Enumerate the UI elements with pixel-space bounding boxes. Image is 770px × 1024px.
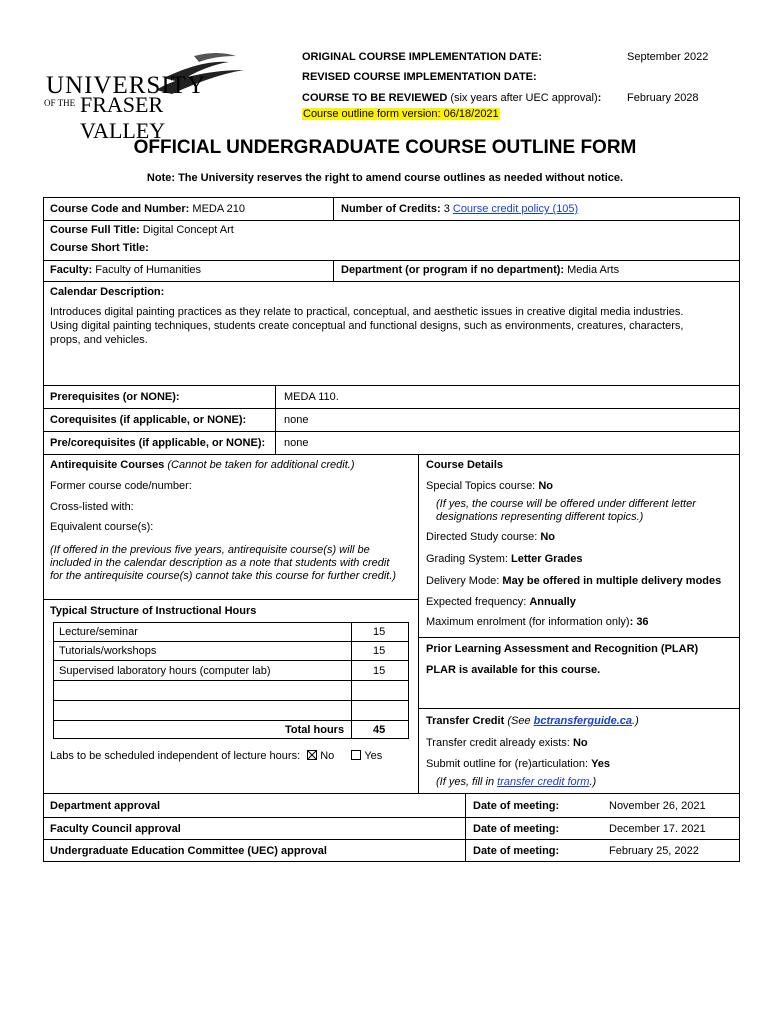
department-field: [341, 264, 619, 276]
labs-yes-label: Yes: [364, 750, 383, 762]
hours-row-label: Tutorials/workshops: [59, 645, 157, 657]
approval-label-text: Undergraduate Education Committee (UEC) approval: [50, 845, 327, 857]
approval-meeting-label: [473, 800, 559, 812]
approval-label: [50, 800, 160, 812]
transfer-credit-form-link[interactable]: transfer credit form: [497, 776, 590, 788]
total-hours-value: [373, 724, 385, 736]
full-title-label: Course Full Title:: [50, 224, 140, 236]
coreq-label: [50, 414, 246, 426]
approval-meeting-label: [473, 845, 559, 857]
coreq-label-text: Corequisites (if applicable, or NONE):: [50, 414, 247, 426]
hours-table: [53, 622, 409, 739]
full-title-field: [50, 224, 234, 236]
transfer-exists-label: Transfer credit already exists:: [426, 737, 570, 749]
approval-label: [50, 823, 181, 835]
short-title-label: Course Short Title:: [50, 242, 149, 254]
transfer-note-pre: (If yes, fill in: [436, 776, 495, 788]
checked-x-icon: [307, 750, 317, 760]
approval-date: February 25, 2022: [609, 845, 699, 857]
approval-meeting-label: [473, 823, 559, 835]
total-hours-value-text: 45: [373, 724, 386, 736]
labs-no-label: No: [320, 750, 335, 762]
max-enrolment-field: [426, 616, 649, 628]
antireq-heading: [50, 459, 354, 471]
transfer-see-text: (See: [507, 715, 531, 727]
hours-row-label: Supervised laboratory hours (computer lab): [59, 665, 271, 677]
bctransferguide-link[interactable]: bctransferguide.ca: [533, 715, 633, 727]
precoreq-label-text: Pre/corequisites (if applicable, or NONE):: [50, 437, 266, 449]
special-note-2: designations representing different topics.): [436, 511, 644, 523]
transfer-exists-field: [426, 737, 588, 749]
prereq-value: MEDA 110.: [284, 391, 339, 403]
course-code-value: MEDA 210: [192, 203, 246, 215]
form-version: Course outline form version: 06/18/2021: [303, 108, 499, 120]
hours-heading-text: Typical Structure of Instructional Hours: [50, 605, 257, 617]
full-title-value: Digital Concept Art: [142, 224, 234, 236]
hours-heading: [50, 605, 256, 617]
calendar-line-3: props, and vehicles.: [50, 334, 148, 346]
approval-label-text: Faculty Council approval: [50, 823, 181, 835]
calendar-label-text: Calendar Description:: [50, 286, 165, 298]
frequency-field: [426, 596, 576, 608]
antireq-heading-text: Antirequisite Courses: [50, 459, 165, 471]
approval-date: November 26, 2021: [609, 800, 706, 812]
delivery-label: Delivery Mode:: [426, 575, 500, 587]
submit-outline-value: Yes: [591, 758, 611, 770]
submit-outline-label: Submit outline for (re)articulation:: [426, 758, 589, 770]
cross-listed-label: Cross-listed with:: [50, 501, 134, 513]
total-hours-label: [285, 724, 344, 736]
max-enrolment-value: 36: [636, 616, 649, 628]
credits-label: Number of Credits:: [341, 203, 441, 215]
transfer-exists-value: No: [572, 737, 588, 749]
approval-meeting-text: Date of meeting:: [473, 845, 560, 857]
frequency-label: Expected frequency:: [426, 596, 527, 608]
special-topics-value: No: [538, 480, 553, 492]
plar-heading-text: Prior Learning Assessment and Recognition (PLAR): [426, 643, 699, 655]
coreq-value: none: [284, 414, 309, 426]
university-logo: [44, 50, 244, 143]
delivery-value: May be offered in multiple delivery modes: [502, 575, 722, 587]
antireq-note-3: for the antirequisite course(s) cannot take this course for further credit.): [50, 570, 397, 582]
grading-value: Letter Grades: [510, 553, 583, 565]
antireq-note-2: included in the calendar description as a note that students with credit: [50, 557, 390, 569]
directed-study-label: Directed Study course:: [426, 531, 538, 543]
review-note: (six years after UEC approval): [450, 92, 598, 104]
transfer-heading: [426, 715, 639, 727]
transfer-form-note: [436, 776, 596, 788]
total-hours-label-text: Total hours: [285, 724, 345, 736]
max-enrolment-label: Maximum enrolment (for information only): [426, 616, 630, 628]
amend-note: Note: The University reserves the right to amend course outlines as needed without notice.: [146, 172, 624, 184]
approval-label-text: Department approval: [50, 800, 161, 812]
course-code-field: [50, 203, 245, 215]
prereq-label-text: Prerequisites (or NONE):: [50, 391, 180, 403]
equivalent-label: Equivalent course(s):: [50, 521, 154, 533]
page-title: OFFICIAL UNDERGRADUATE COURSE OUTLINE FORM: [133, 137, 637, 158]
grading-field: [426, 553, 583, 565]
plar-text: [426, 664, 600, 676]
frequency-value: Annually: [529, 596, 576, 608]
transfer-heading-text: Transfer Credit: [426, 715, 505, 727]
logo-line-university: UNIVERSITY: [46, 72, 206, 99]
hours-row-label: Lecture/seminar: [59, 626, 138, 638]
logo-line-of-the: OF THE: [44, 98, 76, 108]
max-enrolment-colon: :: [629, 616, 634, 628]
hours-row-value: 15: [373, 665, 386, 677]
prereq-label: [50, 391, 180, 403]
approval-label: [50, 845, 327, 857]
calendar-line-1: Introduces digital painting practices as they relate to practical, conceptual, and aesthetic issues in creative digital media industries.: [50, 306, 684, 318]
review-value: February 2028: [627, 92, 699, 104]
course-code-label: Course Code and Number:: [50, 203, 190, 215]
department-value: Media Arts: [567, 264, 620, 276]
special-note-1: (If yes, the course will be offered under different letter: [436, 498, 696, 510]
short-title-field: [50, 242, 149, 254]
labs-yes-checkbox[interactable]: [351, 750, 361, 760]
calendar-label: [50, 286, 164, 298]
transfer-note-post: .): [589, 776, 597, 788]
calendar-line-2: Using digital painting techniques, students create conceptual and functional designs, such as environments, creatures, characters,: [50, 320, 684, 332]
revised-implementation-label: REVISED COURSE IMPLEMENTATION DATE:: [302, 71, 537, 83]
plar-text-value: PLAR is available for this course.: [426, 664, 601, 676]
precoreq-value: none: [284, 437, 309, 449]
hours-row-value: 15: [373, 626, 386, 638]
labs-no-checkbox[interactable]: [307, 750, 317, 760]
grading-label: Grading System:: [426, 553, 508, 565]
original-implementation-label: ORIGINAL COURSE IMPLEMENTATION DATE:: [302, 51, 542, 63]
labs-independent-row: [50, 750, 382, 762]
faculty-field: [50, 264, 201, 276]
course-details-heading: [426, 459, 503, 471]
antireq-heading-note: (Cannot be taken for additional credit.): [167, 459, 355, 471]
submit-outline-field: [426, 758, 610, 770]
original-implementation-value: September 2022: [627, 51, 709, 63]
course-details-heading-text: Course Details: [426, 459, 504, 471]
directed-study-field: [426, 531, 555, 543]
review-line: [302, 92, 601, 104]
approval-meeting-text: Date of meeting:: [473, 800, 560, 812]
delivery-field: [426, 575, 721, 587]
approval-date: December 17. 2021: [609, 823, 706, 835]
labs-independent-label: Labs to be scheduled independent of lecture hours:: [50, 750, 301, 762]
former-code-label: Former course code/number:: [50, 480, 192, 492]
antireq-note-1: (If offered in the previous five years, antirequisite course(s) will be: [50, 544, 370, 556]
faculty-label: Faculty:: [50, 264, 93, 276]
approval-meeting-text: Date of meeting:: [473, 823, 560, 835]
review-colon: :: [597, 92, 602, 104]
review-label: COURSE TO BE REVIEWED: [302, 92, 448, 104]
credit-policy-link[interactable]: Course credit policy (105): [452, 203, 579, 215]
credits-value: 3: [443, 203, 450, 215]
plar-heading: [426, 643, 698, 655]
transfer-see-end: .): [632, 715, 639, 727]
precoreq-label: [50, 437, 265, 449]
directed-study-value: No: [540, 531, 556, 543]
department-label: Department (or program if no department):: [341, 264, 565, 276]
faculty-value: Faculty of Humanities: [95, 264, 202, 276]
special-topics-field: [426, 480, 553, 492]
credits-field: [341, 203, 578, 215]
hours-row-value: 15: [373, 645, 386, 657]
logo-line-fraser-valley: FRASER VALLEY: [80, 92, 166, 143]
special-topics-label: Special Topics course:: [426, 480, 536, 492]
